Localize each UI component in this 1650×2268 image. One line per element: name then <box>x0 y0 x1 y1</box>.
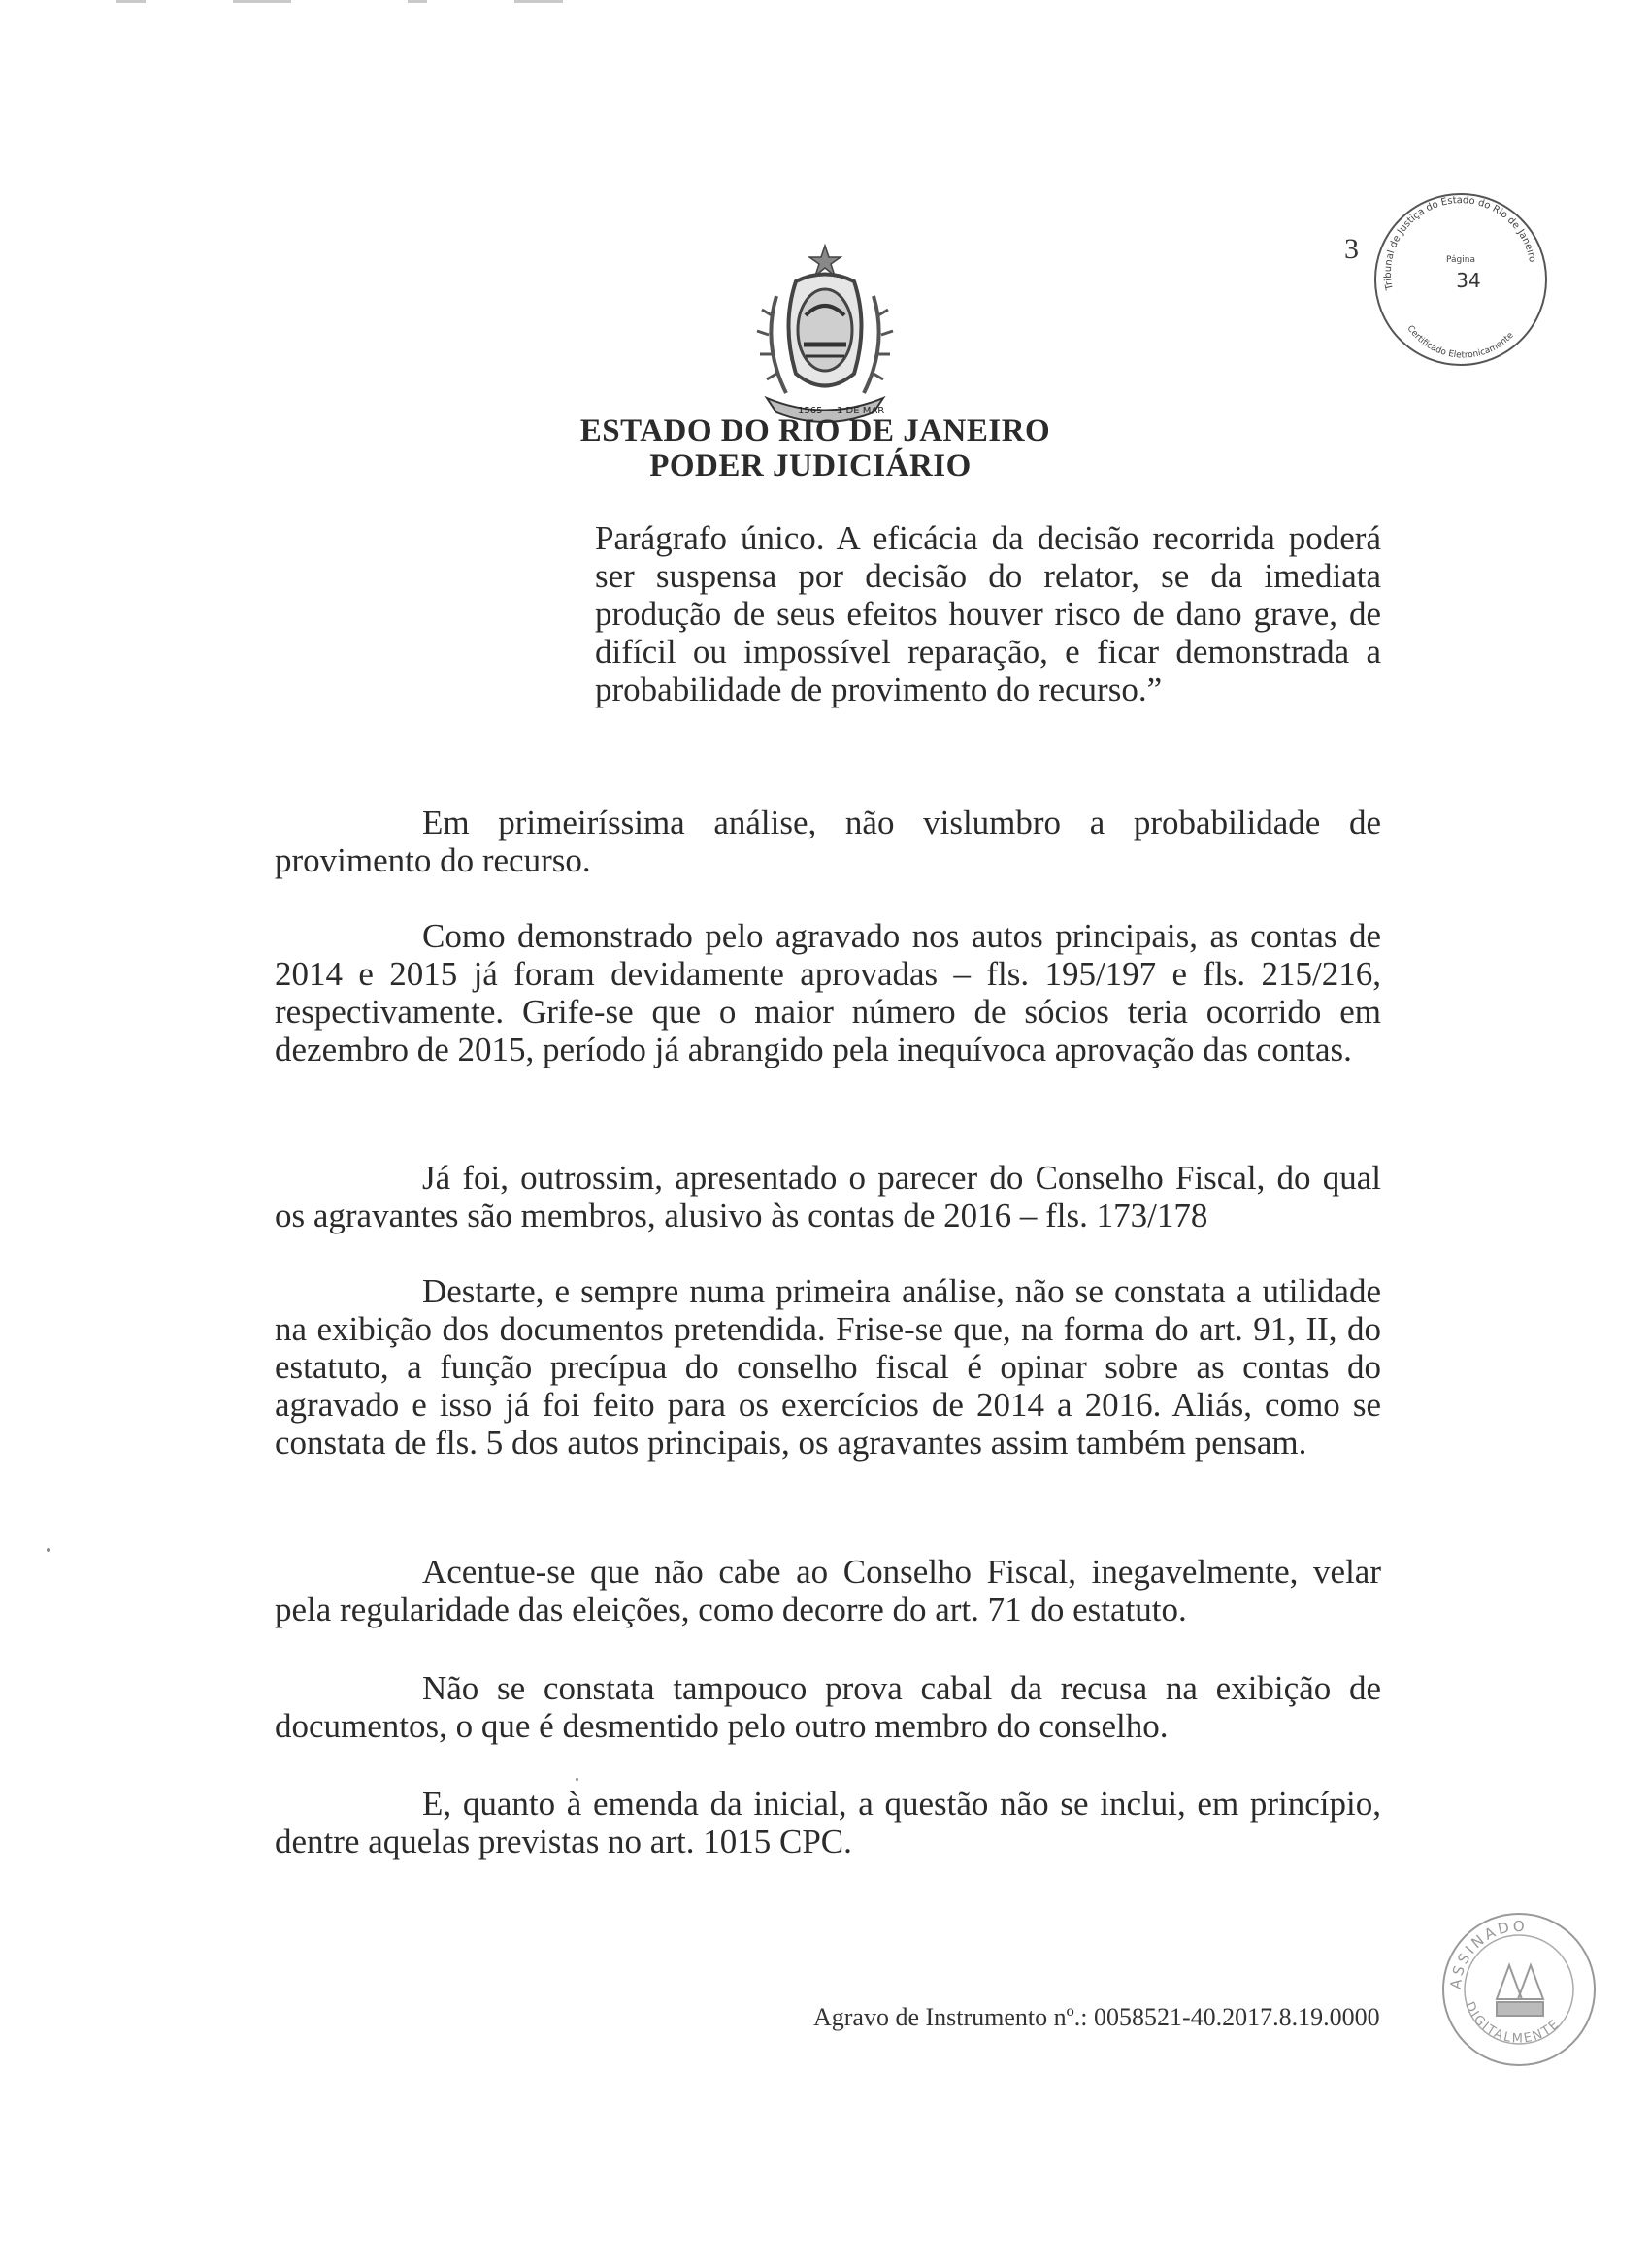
seal-label: Página <box>1446 255 1475 265</box>
seal-ring-text: Tribunal de Justiça do Estado do Rio de Janeiro <box>1382 195 1538 291</box>
header-state: ESTADO DO RIO DE JANEIRO <box>579 413 1051 448</box>
paragraph-7: E, quanto à emenda da inicial, a questão não se inclui, em princípio, dentre aquelas previstas no art. 1015 CPC. <box>275 1785 1381 1860</box>
scan-edge-marks <box>0 0 1650 6</box>
court-page-seal <box>1364 182 1558 377</box>
stamp-bottom-text: DIGITALMENTE <box>1462 1999 1564 2047</box>
case-reference-footer: Agravo de Instrumento nº.: 0058521-40.2017.8.19.0000 <box>813 2003 1380 2031</box>
document-header <box>0 413 1650 483</box>
paragraph-3: Já foi, outrossim, apresentado o parecer do Conselho Fiscal, do qual os agravantes são membros, alusivo às contas de 2016 – fls. 173/178 <box>275 1159 1381 1234</box>
paragraph-6: Não se constata tampouco prova cabal da recusa na exibição de documentos, o que é desmentido pelo outro membro do conselho. <box>275 1669 1381 1745</box>
stamp-top-text: ASSINADO <box>1446 1917 1528 1990</box>
coat-ribbon-left: 1565 <box>798 406 823 416</box>
paragraph-5: Acentue-se que não cabe ao Conselho Fiscal, inegavelmente, velar pela regularidade das eleições, como decorre do art. 71 do estatuto. <box>275 1553 1381 1628</box>
seal-bottom-text: Certificado Eletronicamente <box>1404 323 1516 361</box>
quoted-legal-text <box>595 519 1381 708</box>
scan-speck <box>576 1778 578 1781</box>
paragraph-1: Em primeiríssima análise, não vislumbro a probabilidade de provimento do recurso. <box>275 804 1381 879</box>
header-judiciary: PODER JUDICIÁRIO <box>649 448 972 483</box>
seal-page-number: 34 <box>1456 269 1481 292</box>
handwritten-page-number: 3 <box>1344 233 1359 265</box>
coat-ribbon-right: 1 DE MAR <box>837 406 885 416</box>
paragraph-2: Como demonstrado pelo agravado nos autos principais, as contas de 2014 e 2015 já foram devidamente aprovadas – fls. 195/197 e fls. 215/216, respectivamente. Grife-se que o maior número de sócios teria ocorrido em dezembro de 2015, período já abrangido pela inequívoca aprovação das contas. <box>275 917 1381 1068</box>
quote-paragraph: Parágrafo único. A eficácia da decisão recorrida poderá ser suspensa por decisão do relator, se da imediata produção de seus efeitos houver risco de dano grave, de difícil ou impossível reparação, e ficar demonstrada a probabilidade de provimento do recurso.” <box>595 519 1381 708</box>
digital-signature-stamp <box>1436 1907 1601 2072</box>
coat-of-arms-emblem <box>728 238 922 432</box>
scan-speck <box>47 1548 50 1552</box>
paragraph-4: Destarte, e sempre numa primeira análise, não se constata a utilidade na exibição dos documentos pretendida. Frise-se que, na forma do art. 91, II, do estatuto, a função precípua do conselho fiscal é opinar sobre as contas do agravado e isso já foi feito para os exercícios de 2014 a 2016. Aliás, como se constata de fls. 5 dos autos principais, os agravantes assim também pensam. <box>275 1272 1381 1462</box>
